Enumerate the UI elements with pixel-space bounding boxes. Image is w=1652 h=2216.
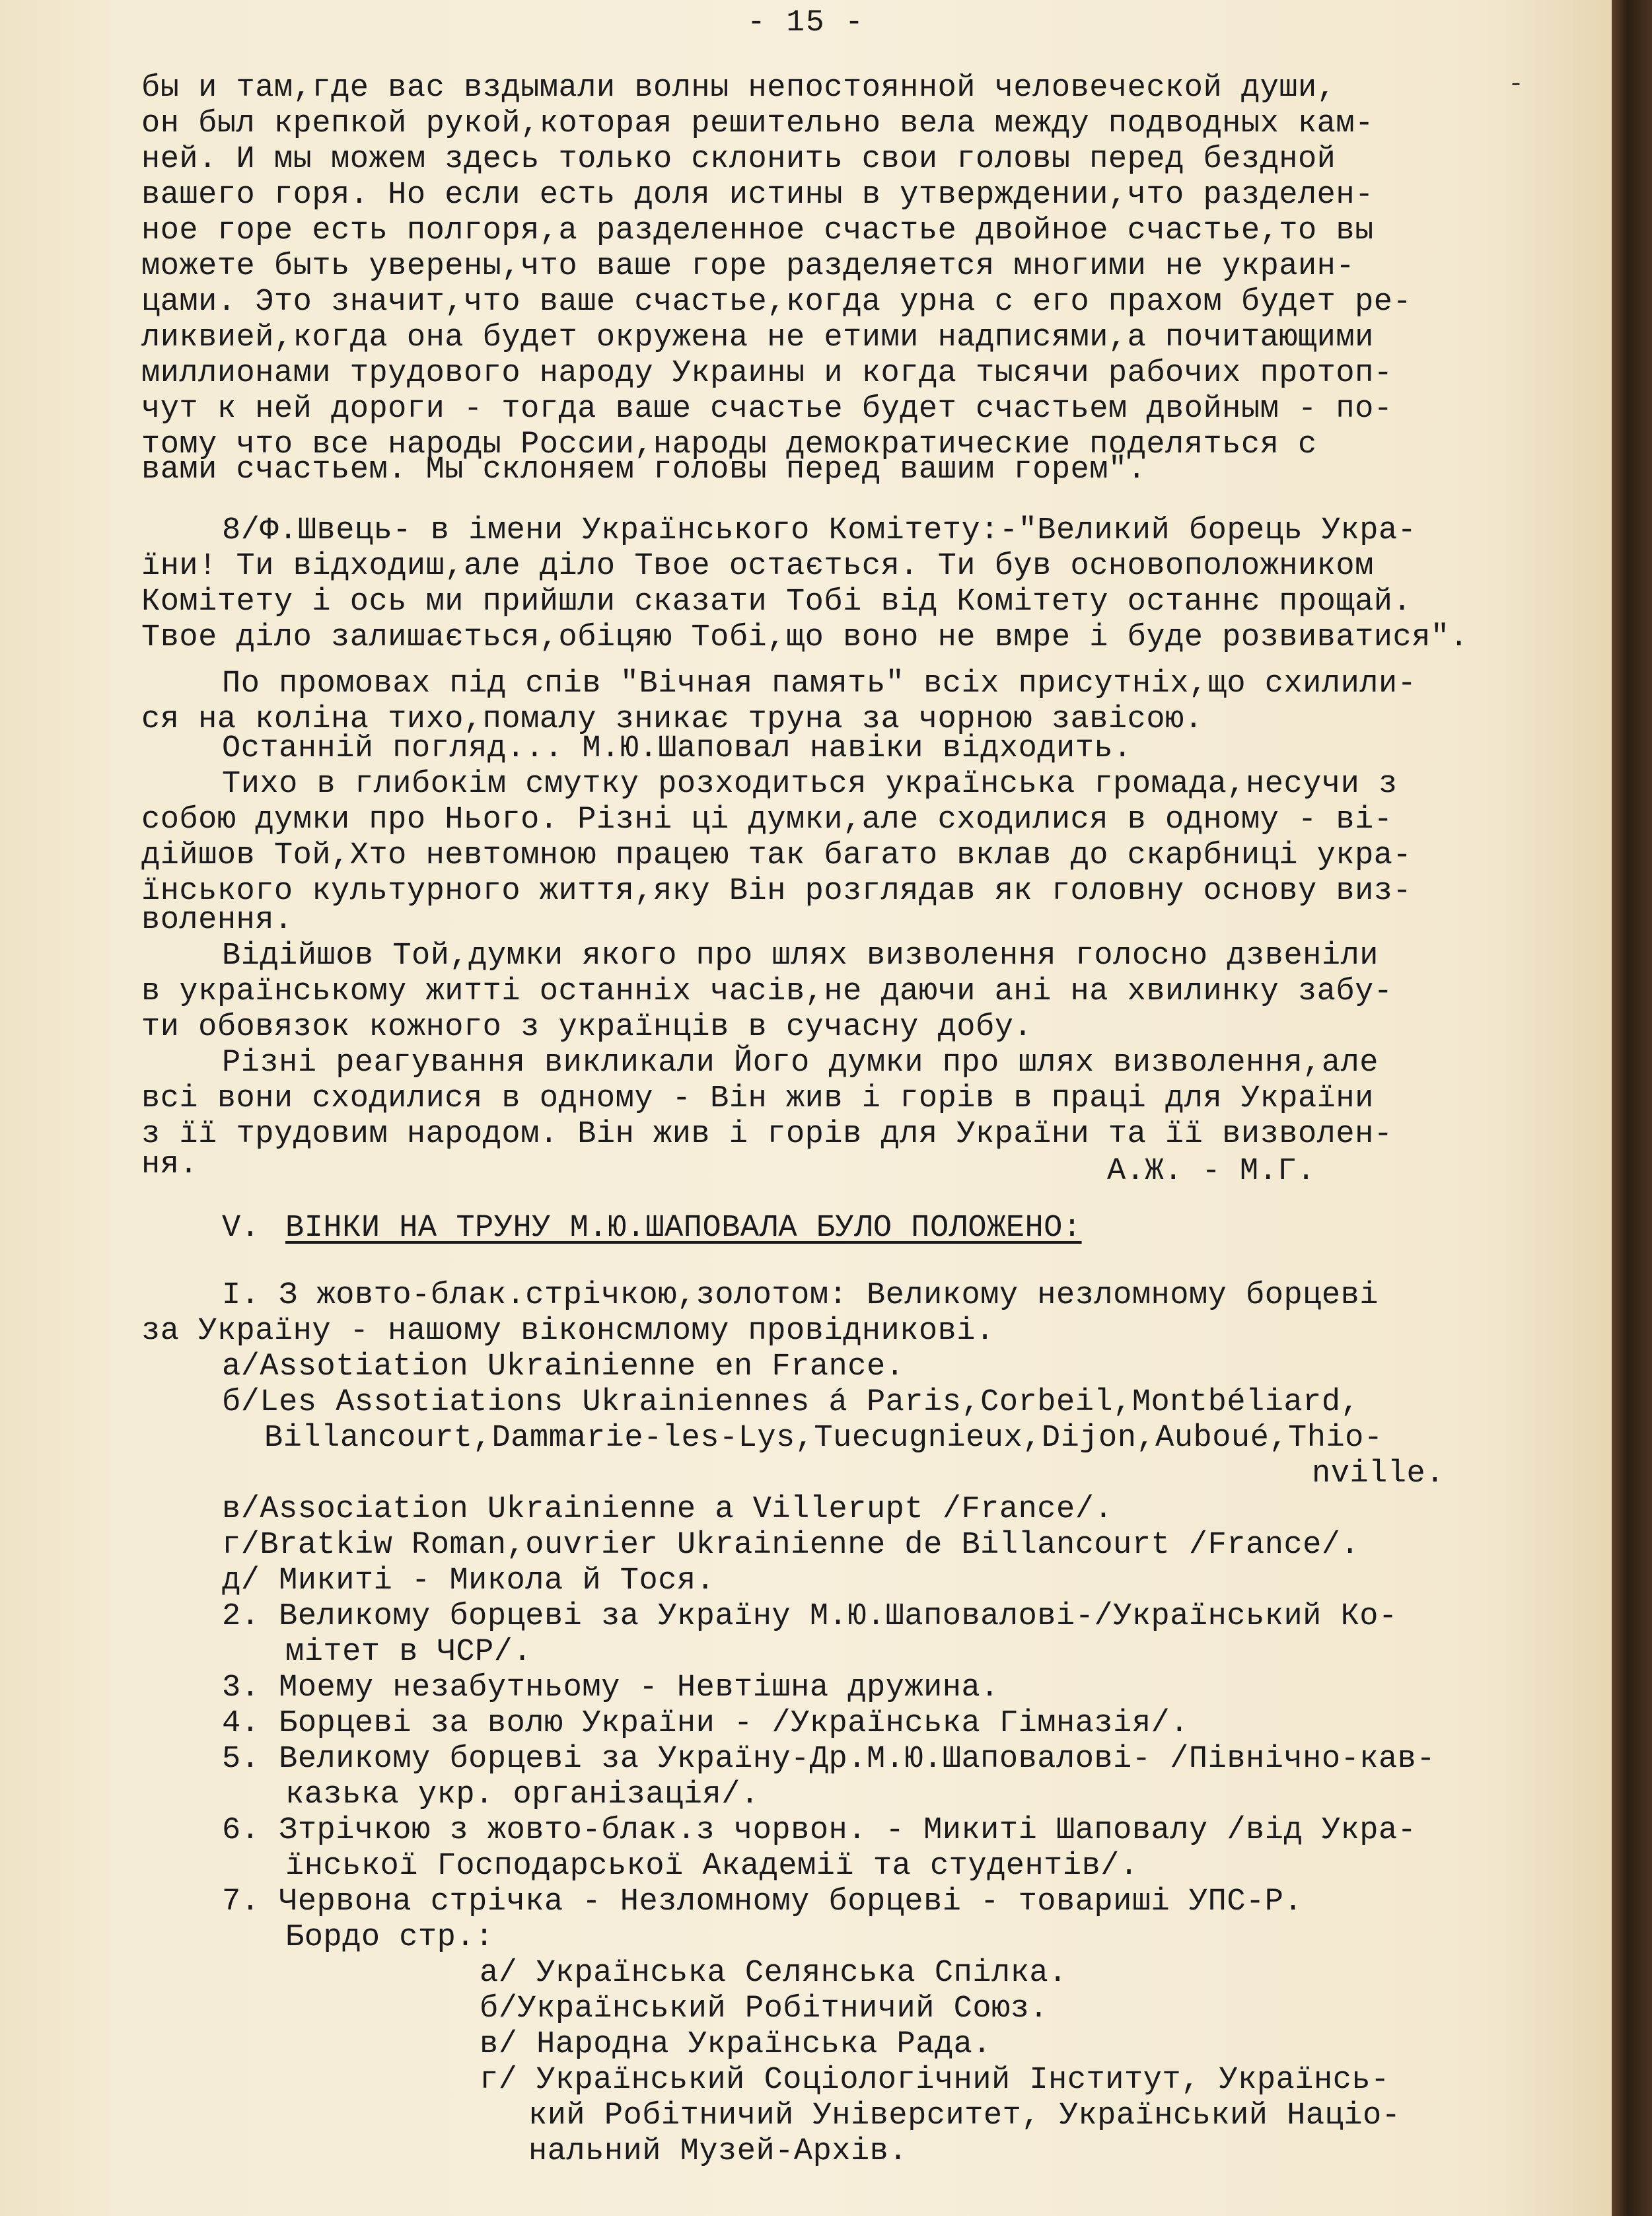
narrative-line: ня. (141, 1147, 199, 1182)
wreath-line: 3. Моему незабутньому - Невтішна дружина. (222, 1670, 999, 1705)
narrative-line: Відійшов Той,думки якого про шлях визволення голосно дзвеніли (222, 939, 1379, 974)
wreath-line: в/Association Ukrainienne a Villerupt /France/. (222, 1492, 1114, 1527)
speech-ru-line: ликвией,когда она будет окружена не етими надписями,а почитающими (141, 320, 1374, 355)
speech-ru-line: вами счастьем. Мы склоняем головы перед вашим горем". (141, 452, 1147, 487)
narrative-line: їнського культурного життя,яку Він розглядав як головну основу виз- (141, 874, 1412, 909)
speech-ru-line: цами. Это значит,что ваше счастье,когда урна с его прахом будет ре- (141, 285, 1412, 320)
wreath-line: а/ Українська Селянська Спілка. (480, 1956, 1067, 1991)
wreath-line: I. З жовто-блак.стрічкою,золотом: Великому незломному борцеві (222, 1278, 1379, 1313)
wreath-line: їнської Господарської Академії та студентів/. (285, 1849, 1139, 1884)
narrative-line: дійшов Той,Хто невтомною працею так багато вклав до скарбниці укра- (141, 838, 1412, 873)
wreath-line: г/ Український Соціологічний Інститут, Українсь- (480, 2063, 1390, 2098)
wreath-line: мітет в ЧСР/. (285, 1635, 532, 1670)
speech-shvets-line: їни! Ти відходиш,але діло Твое остається. Ти був основоположником (141, 549, 1374, 584)
speech-ru-line: миллионами трудового народу Украины и когда тысячи рабочих протоп- (141, 356, 1393, 391)
wreath-line: 2. Великому борцеві за Україну М.Ю.Шаповалові-/Український Ко- (222, 1599, 1398, 1634)
wreath-line: nville. (1312, 1456, 1445, 1491)
speech-ru-line: ное горе есть полгоря,а разделенное счастье двойное счастье,то вы (141, 213, 1374, 248)
narrative-line: волення. (141, 903, 293, 938)
book-binding (1612, 0, 1652, 2216)
section-heading: ВІНКИ НА ТРУНУ М.Ю.ШАПОВАЛА БУЛО ПОЛОЖЕНО: (285, 1211, 1082, 1246)
speech-ru-line: можете быть уверены,что ваше горе разделяется многими не украин- (141, 249, 1355, 284)
speech-ru-line: он был крепкой рукой,которая решительно вела между подводных кам- (141, 106, 1374, 141)
wreath-line: б/Український Робітничий Союз. (480, 1991, 1049, 2026)
wreath-line: а/Assotiation Ukrainienne en France. (222, 1349, 905, 1384)
narrative-line: в українському житті останніх часів,не даючи ані на хвилинку забу- (141, 974, 1393, 1009)
speech-ru-line: тому что все народы России,народы демократические поделяться с (141, 427, 1317, 462)
section-number: V. (222, 1211, 260, 1246)
wreath-line: 4. Борцеві за волю України - /Українська Гімназія/. (222, 1706, 1189, 1741)
wreath-line: нальний Музей-Архів. (528, 2134, 908, 2169)
wreath-line: д/ Микиті - Микола й Тося. (222, 1563, 715, 1598)
wreath-line: 5. Великому борцеві за Україну-Др.М.Ю.Шаповалові- /Північно-кав- (222, 1742, 1436, 1777)
narrative-line: з її трудовим народом. Він жив і горів для України та її визволен- (141, 1117, 1393, 1152)
wreath-line: казька укр. організація/. (285, 1777, 760, 1812)
speech-ru-line: бы и там,где вас вздымали волны непостоянной человеческой души, (141, 71, 1336, 106)
wreath-line: кий Робітничий Університет, Український Націо- (528, 2098, 1401, 2133)
wreath-line: Бордо стр.: (285, 1920, 494, 1955)
speech-shvets-line: Твое діло залишається,обіцяю Тобі,що воно не вмре і буде розвиватися". (141, 620, 1469, 655)
margin-mark: - (1508, 70, 1525, 100)
narrative-line: Тихо в глибокім смутку розходиться українська громада,несучи з (222, 767, 1398, 802)
page-number: - 15 - (747, 5, 865, 40)
narrative-line: всі вони сходилися в одному - Він жив і горів в праці для України (141, 1081, 1374, 1116)
wreath-line: 6. Зтрічкою з жовто-блак.з чорвон. - Микиті Шаповалу /від Укра- (222, 1813, 1417, 1848)
wreath-line: б/Les Assotiations Ukrainiennes á Paris,Corbeil,Montbéliard, (222, 1385, 1360, 1420)
narrative-line: По промовах під спів "Вічная память" всіх присутніх,що схилили- (222, 666, 1417, 701)
signature: А.Ж. - М.Г. (1107, 1154, 1316, 1189)
wreath-line: Billancourt,Dammarie-les-Lys,Tuecugnieux,Dijon,Auboué,Thio- (264, 1421, 1383, 1456)
narrative-line: Різні реагування викликали Його думки про шлях визволення,але (222, 1046, 1379, 1081)
speech-shvets-line: Комітету і ось ми прийшли сказати Тобі від Комітету останнє прощай. (141, 585, 1412, 620)
narrative-line: Останній погляд... М.Ю.Шаповал навіки відходить. (222, 731, 1132, 766)
narrative-line: собою думки про Нього. Різні ці думки,але сходилися в одному - ві- (141, 803, 1393, 838)
speech-ru-line: вашего горя. Но если есть доля истины в утверждении,что разделен- (141, 178, 1374, 213)
speech-ru-line: чут к ней дороги - тогда ваше счастье будет счастьем двойным - по- (141, 392, 1393, 427)
wreath-line: г/Bratkiw Roman,ouvrier Ukrainienne de Billancourt /France/. (222, 1528, 1360, 1563)
narrative-line: ти обовязок кожного з українців в сучасну добу. (141, 1010, 1033, 1045)
wreath-line: 7. Червона стрічка - Незломному борцеві - товариші УПС-Р. (222, 1884, 1303, 1919)
wreath-line: в/ Народна Українська Рада. (480, 2027, 992, 2062)
wreath-line: за Україну - нашому віконсмлому провідникові. (141, 1314, 995, 1349)
speech-shvets-line: 8/Ф.Швець- в імени Українського Комітету:-"Великий борець Укра- (222, 513, 1417, 548)
speech-ru-line: ней. И мы можем здесь только склонить свои головы перед бездной (141, 142, 1336, 177)
narrative-line: ся на коліна тихо,помалу зникає труна за чорною завісою. (141, 702, 1203, 737)
